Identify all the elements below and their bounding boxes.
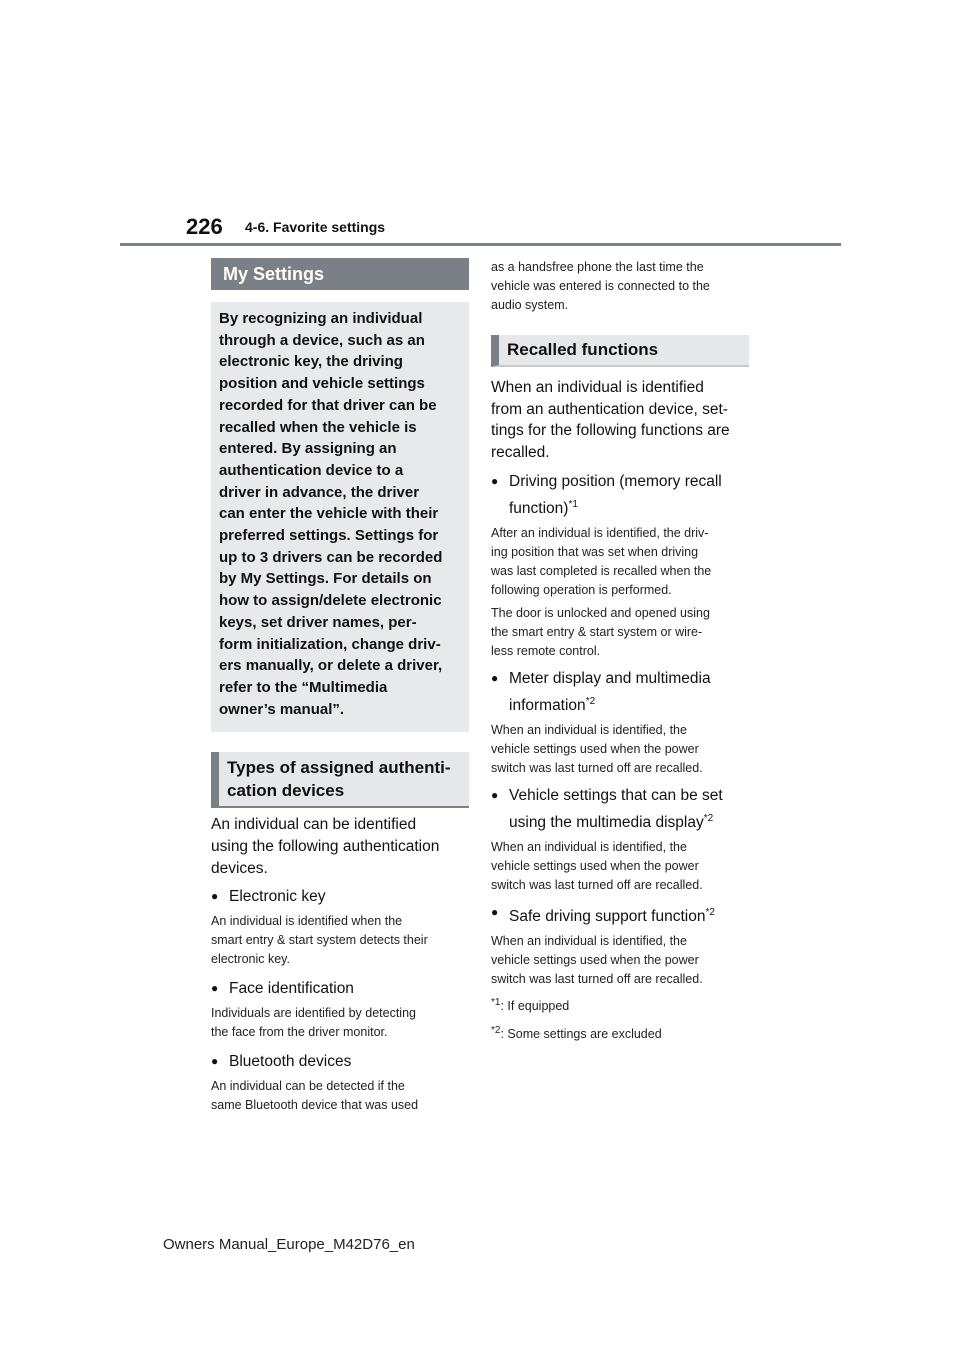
page-number: 226	[186, 214, 223, 239]
desc-line: vehicle settings used when the power	[491, 742, 699, 757]
intro-line: up to 3 drivers can be recorded	[219, 548, 443, 566]
footnote-mark: *1	[491, 997, 501, 1009]
section-header: 4-6. Favorite settings	[245, 219, 386, 235]
intro-line: can enter the vehicle with their	[219, 505, 439, 523]
desc-line: audio system.	[491, 298, 569, 312]
intro-line: By recognizing an individual	[219, 310, 423, 327]
desc-line: An individual can be detected if the	[211, 1079, 405, 1094]
footnote-mark: *2	[491, 1024, 501, 1036]
item-label: ● Vehicle settings that can be set	[509, 787, 723, 805]
auth-devices-title-line: cation devices	[227, 781, 345, 801]
para-line: An individual can be identified	[211, 816, 417, 834]
item-desc-extra	[491, 604, 749, 661]
intro-line: refer to the “Multimedia	[219, 678, 388, 696]
para-line: tings for the following functions are	[491, 422, 730, 440]
para-line: When an individual is identified	[491, 379, 704, 396]
desc-line: switch was last turned off are recalled.	[491, 878, 703, 893]
right-column	[491, 258, 749, 1044]
desc-line: vehicle was entered is connected to the	[491, 279, 710, 293]
item-label: information	[509, 697, 586, 715]
item-label: ● Meter display and multimedia	[509, 669, 711, 687]
intro-line: through a device, such as an	[219, 331, 425, 349]
desc-line: After an individual is identified, the driv-	[491, 525, 709, 540]
desc-line: The door is unlocked and opened using	[491, 605, 710, 620]
intro-line: recalled when the vehicle is	[219, 418, 417, 436]
intro-line: keys, set driver names, per-	[219, 613, 417, 631]
desc-line: vehicle settings used when the power	[491, 859, 699, 874]
item-label: function)	[509, 499, 569, 517]
footnote-mark: *2	[585, 695, 596, 707]
item-label: ● Driving position (memory recall	[509, 472, 722, 490]
desc-line: switch was last turned off are recalled.	[491, 972, 703, 987]
para-line: from an authentication device, set-	[491, 400, 728, 418]
recalled-functions-title: Recalled functions	[491, 335, 749, 367]
item-desc	[491, 524, 749, 600]
footnote-mark: *2	[705, 907, 715, 919]
intro-line: preferred settings. Settings for	[219, 527, 439, 545]
footnote-2	[491, 1021, 749, 1044]
para-line: recalled.	[491, 444, 550, 462]
auth-devices-title	[211, 752, 469, 808]
footnote-text: : Some settings are excluded	[500, 1026, 662, 1041]
intro-line: position and vehicle settings	[219, 375, 425, 393]
intro-line: how to assign/delete electronic	[219, 592, 442, 610]
item-label: ● Bluetooth devices	[229, 1053, 352, 1071]
desc-line: An individual is identified when the	[211, 914, 403, 929]
para-line: using the following authentication	[211, 838, 440, 856]
desc-line: Individuals are identified by detecting	[211, 1006, 416, 1021]
intro-line: driver in advance, the driver	[219, 483, 420, 501]
desc-line: less remote control.	[491, 643, 601, 658]
desc-line: switch was last turned off are recalled.	[491, 761, 703, 776]
desc-line: following operation is performed.	[491, 582, 672, 597]
item-bluetooth-devices	[211, 1050, 469, 1073]
item-desc	[211, 912, 469, 969]
desc-line: same Bluetooth device that was used	[211, 1098, 419, 1113]
intro-line: form initialization, change driv-	[219, 635, 441, 653]
item-desc	[491, 932, 749, 989]
desc-line: vehicle settings used when the power	[491, 953, 699, 968]
footnote-mark: *2	[703, 813, 714, 825]
footer-doc-id: Owners Manual_Europe_M42D76_en	[163, 1236, 415, 1253]
item-desc	[211, 1077, 469, 1115]
intro-box	[211, 302, 469, 732]
item-meter-display	[491, 667, 749, 717]
intro-line: owner’s manual”.	[219, 700, 345, 718]
para-line: devices.	[211, 859, 268, 877]
item-driving-position	[491, 470, 749, 520]
header-rule	[120, 243, 841, 246]
intro-line: recorded for that driver can be	[219, 396, 437, 414]
footnote-text: : If equipped	[500, 999, 570, 1014]
continued-text	[491, 258, 749, 315]
desc-line: When an individual is identified, the	[491, 723, 687, 738]
footnote-1	[491, 993, 749, 1016]
intro-line: ers manually, or delete a driver,	[219, 657, 443, 675]
left-column	[211, 258, 469, 1115]
my-settings-title: My Settings	[211, 258, 469, 290]
desc-line: smart entry & start system detects their	[211, 933, 428, 948]
desc-line: When an individual is identified, the	[491, 840, 687, 855]
auth-devices-intro	[211, 814, 469, 879]
auth-devices-title-line: Types of assigned authenti-	[227, 758, 451, 778]
intro-line: electronic key, the driving	[219, 353, 403, 371]
item-desc	[491, 721, 749, 778]
item-label: using the multimedia display	[509, 814, 704, 832]
item-label: Safe driving support function	[509, 908, 706, 926]
footnotes	[491, 993, 749, 1043]
item-desc	[491, 838, 749, 895]
footnote-mark: *1	[568, 498, 578, 510]
intro-line: entered. By assigning an	[219, 440, 397, 458]
desc-line: the face from the driver monitor.	[211, 1025, 388, 1040]
item-desc	[211, 1004, 469, 1042]
item-face-identification	[211, 977, 469, 1000]
item-safe-driving-support	[491, 901, 749, 928]
desc-line: ing position that was set when driving	[491, 544, 699, 559]
item-label: ● Face identification	[229, 980, 354, 998]
desc-line: as a handsfree phone the last time the	[491, 260, 704, 274]
desc-line: the smart entry & start system or wire-	[491, 624, 703, 639]
item-electronic-key	[211, 885, 469, 908]
recalled-functions-intro	[491, 377, 749, 464]
desc-line: electronic key.	[211, 952, 290, 967]
desc-line: was last completed is recalled when the	[491, 563, 712, 578]
item-vehicle-settings	[491, 784, 749, 834]
item-label: ● Electronic key	[229, 888, 326, 906]
desc-line: When an individual is identified, the	[491, 934, 687, 949]
intro-line: by My Settings. For details on	[219, 570, 432, 588]
intro-line: authentication device to a	[219, 461, 404, 479]
